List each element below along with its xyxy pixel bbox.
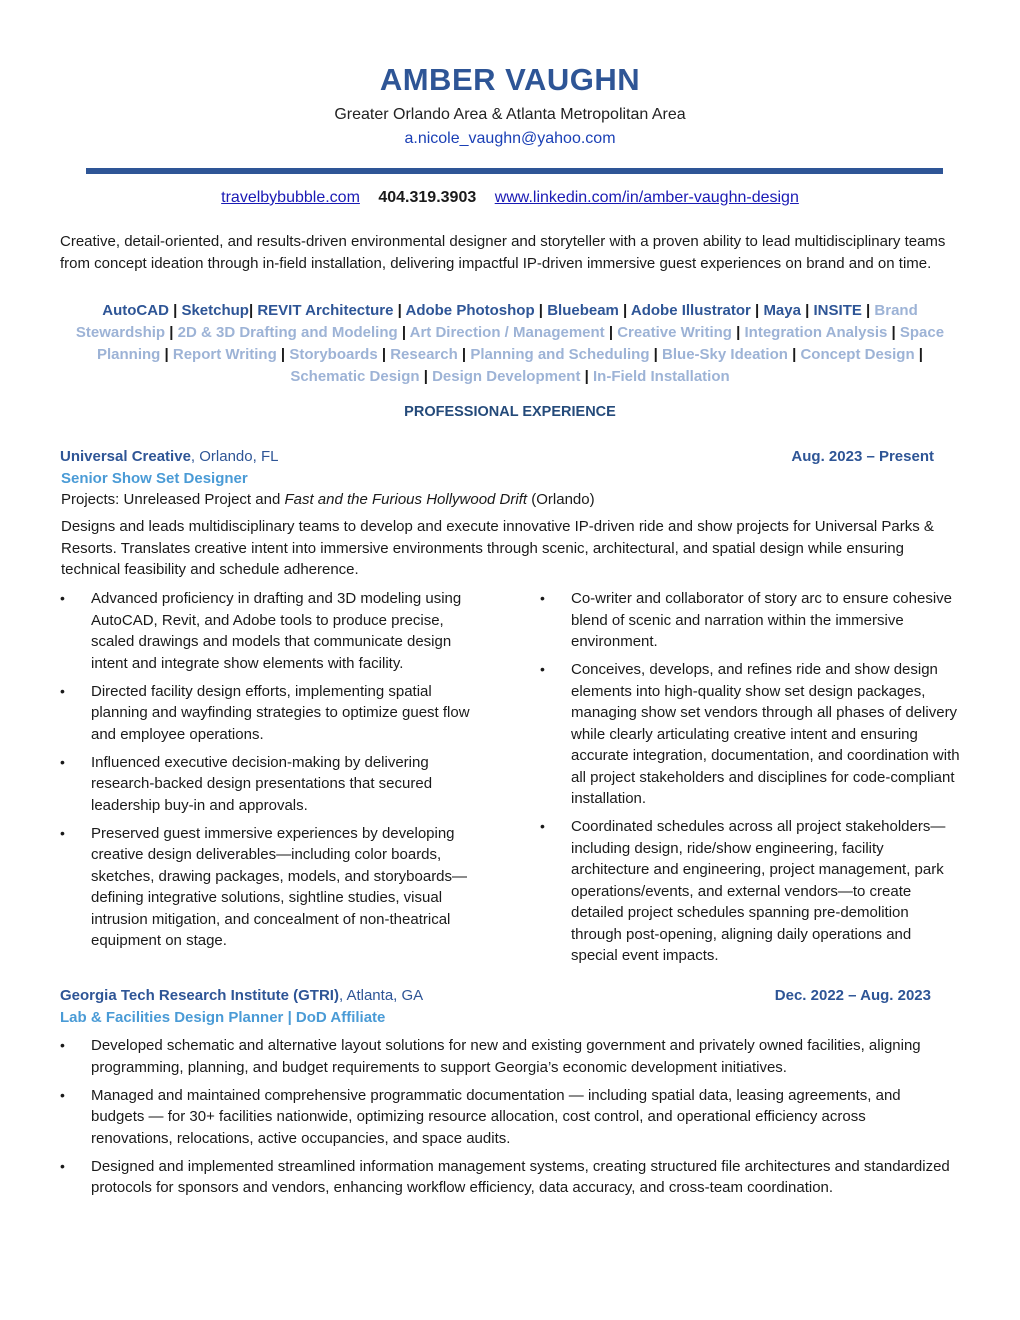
skill-item: Brand Stewardship xyxy=(75,302,918,341)
skill-separator: | xyxy=(377,346,391,363)
skill-separator: | xyxy=(393,302,406,319)
job-bullets-left xyxy=(60,588,490,958)
phone-number: 404.319.3903 xyxy=(378,189,477,206)
skill-separator: | xyxy=(168,302,182,319)
bullet-item: • Conceives, develops, and refines ride and show design elements into high-quality show set design packages, managing show set vendors through all phases of delivery while clearly articulating creative intent and ensuring accurate integration, documentation, and coordination with all project stakeholders and disciplines for code-compliant installation. xyxy=(540,659,960,810)
bullet-item: • Developed schematic and alternative layout solutions for new and existing government and privately owned facilities, aligning programming, planning, and budget requirements to support Georgia’s economic development initiatives. xyxy=(60,1035,950,1078)
projects-italic: Fast and the Furious Hollywood Drift xyxy=(284,491,528,508)
linkedin-link[interactable]: www.linkedin.com/in/amber-vaughn-design xyxy=(494,189,799,206)
skill-separator: | xyxy=(457,346,471,363)
bullet-item: • Directed facility design efforts, implementing spatial planning and wayfinding strategies to optimize guest flow and employee operations. xyxy=(60,681,490,746)
skill-item: Storyboards xyxy=(289,346,378,363)
skill-separator: | xyxy=(787,346,801,363)
skill-separator: | xyxy=(914,346,924,363)
skill-separator: | xyxy=(750,302,764,319)
bullet-item: • Preserved guest immersive experiences by developing creative design deliverables—including color boards, sketches, drawing packages, models, and storyboards—defining integrative solutions, sightline studies, visual intrusion mitigation, and concealment of non-theatrical equipment on stage. xyxy=(60,823,490,952)
job-location: , Orlando, FL xyxy=(190,448,279,465)
job-header xyxy=(60,987,931,1004)
professional-summary: Creative, detail-oriented, and results-driven environmental designer and storyteller with a proven ability to lead multidisciplinary teams from concept ideation through in-field installation, delivering impactful IP-driven immersive guest experiences on brand and on time. xyxy=(60,233,946,272)
skill-separator: | xyxy=(887,324,900,341)
bullet-item: • Advanced proficiency in drafting and 3D modeling using AutoCAD, Revit, and Adobe tools to produce precise, scaled drawings and models that communicate design intent and integrate show elements with facility. xyxy=(60,588,490,674)
section-title-experience: PROFESSIONAL EXPERIENCE xyxy=(404,404,616,420)
job-description: Designs and leads multidisciplinary teams to develop and execute innovative IP-driven ride and show projects for Universal Parks & Resorts. Translates creative intent into immersive environments through scenic, architectural, and spatial design while ensuring technical feasibility and schedule adherence. xyxy=(61,518,934,578)
bullet-item: • Managed and maintained comprehensive programmatic documentation — including spatial data, leasing agreements, and budgets — for 30+ facilities nationwide, optimizing resource allocation, cost control, and operational efficiency across renovations, relocations, active occupancies, and space audits. xyxy=(60,1085,950,1150)
skill-separator: | xyxy=(604,324,618,341)
skills-list xyxy=(60,300,960,388)
candidate-email[interactable]: a.nicole_vaughn@yahoo.com xyxy=(404,130,616,147)
job-bullets xyxy=(60,1035,950,1205)
skill-separator: | xyxy=(419,368,433,385)
skill-item: Adobe Illustrator xyxy=(630,302,751,319)
skill-separator: | xyxy=(580,368,593,385)
skill-item: Concept Design xyxy=(800,346,915,363)
skill-item: Planning and Scheduling xyxy=(470,346,650,363)
skill-separator: | xyxy=(649,346,663,363)
skill-separator: | xyxy=(800,302,814,319)
skill-item: Art Direction / Management xyxy=(409,324,605,341)
skill-separator: | xyxy=(731,324,745,341)
contact-line xyxy=(0,189,1020,207)
job-dates: Dec. 2022 – Aug. 2023 xyxy=(774,987,931,1004)
job-bullets-right xyxy=(540,588,960,973)
bullet-item: • Influenced executive decision-making by delivering research-backed design presentations that secured leadership buy-in and approvals. xyxy=(60,752,490,817)
job-company: Universal Creative xyxy=(60,448,191,465)
skill-separator: | xyxy=(165,324,178,341)
job-company: Georgia Tech Research Institute (GTRI) xyxy=(60,987,339,1004)
skill-item: Maya xyxy=(763,302,801,319)
skill-separator: | xyxy=(534,302,548,319)
skill-item: REVIT Architecture xyxy=(257,302,394,319)
header-divider xyxy=(86,168,943,174)
skill-separator: | xyxy=(861,302,875,319)
skill-item: Blue-Sky Ideation xyxy=(662,346,788,363)
bullet-item: • Designed and implemented streamlined information management systems, creating structured file architectures and standardized protocols for sponsors and vendors, enhancing workflow efficiency, data accuracy, and cross-team coordination. xyxy=(60,1156,950,1199)
skill-item: Adobe Photoshop xyxy=(405,302,535,319)
job-title: Lab & Facilities Design Planner | DoD Affiliate xyxy=(60,1009,386,1026)
skill-item: Research xyxy=(390,346,458,363)
skill-separator: | xyxy=(397,324,410,341)
bullet-item: • Coordinated schedules across all project stakeholders—including design, ride/show engineering, facility architecture and engineering, project management, park operations/events, and external vendors—to create detailed project schedules spanning pre-demolition through post-opening, aligning daily operations and special event impacts. xyxy=(540,816,960,967)
skill-item: INSITE xyxy=(813,302,862,319)
job-title: Senior Show Set Designer xyxy=(61,470,248,487)
candidate-location: Greater Orlando Area & Atlanta Metropolitan Area xyxy=(334,106,686,123)
skill-separator: | xyxy=(160,346,173,363)
bullet-item: • Co-writer and collaborator of story arc to ensure cohesive blend of scenic and narration within the immersive environment. xyxy=(540,588,960,653)
job-dates: Aug. 2023 – Present xyxy=(791,448,934,465)
candidate-name: AMBER VAUGHN xyxy=(379,62,641,97)
skill-item: Bluebeam xyxy=(547,302,619,319)
skill-separator: | xyxy=(618,302,631,319)
job-header xyxy=(60,448,934,465)
job-location: , Atlanta, GA xyxy=(338,987,424,1004)
website-link[interactable]: travelbybubble.com xyxy=(221,189,360,206)
projects-prefix: Projects: Unreleased Project and xyxy=(61,491,285,508)
skill-item: Creative Writing xyxy=(617,324,732,341)
skill-item: Schematic Design xyxy=(290,368,420,385)
skill-item: Space Planning xyxy=(96,324,945,363)
skill-item: AutoCAD xyxy=(102,302,169,319)
skill-item: Report Writing xyxy=(172,346,277,363)
skill-item: In-Field Installation xyxy=(593,368,730,385)
skill-separator: | xyxy=(248,302,258,319)
projects-suffix: (Orlando) xyxy=(527,491,595,508)
skill-separator: | xyxy=(276,346,290,363)
job-projects xyxy=(61,491,595,508)
skill-item: Integration Analysis xyxy=(744,324,888,341)
skill-item: Design Development xyxy=(432,368,581,385)
skill-item: 2D & 3D Drafting and Modeling xyxy=(177,324,398,341)
skill-item: Sketchup xyxy=(181,302,249,319)
